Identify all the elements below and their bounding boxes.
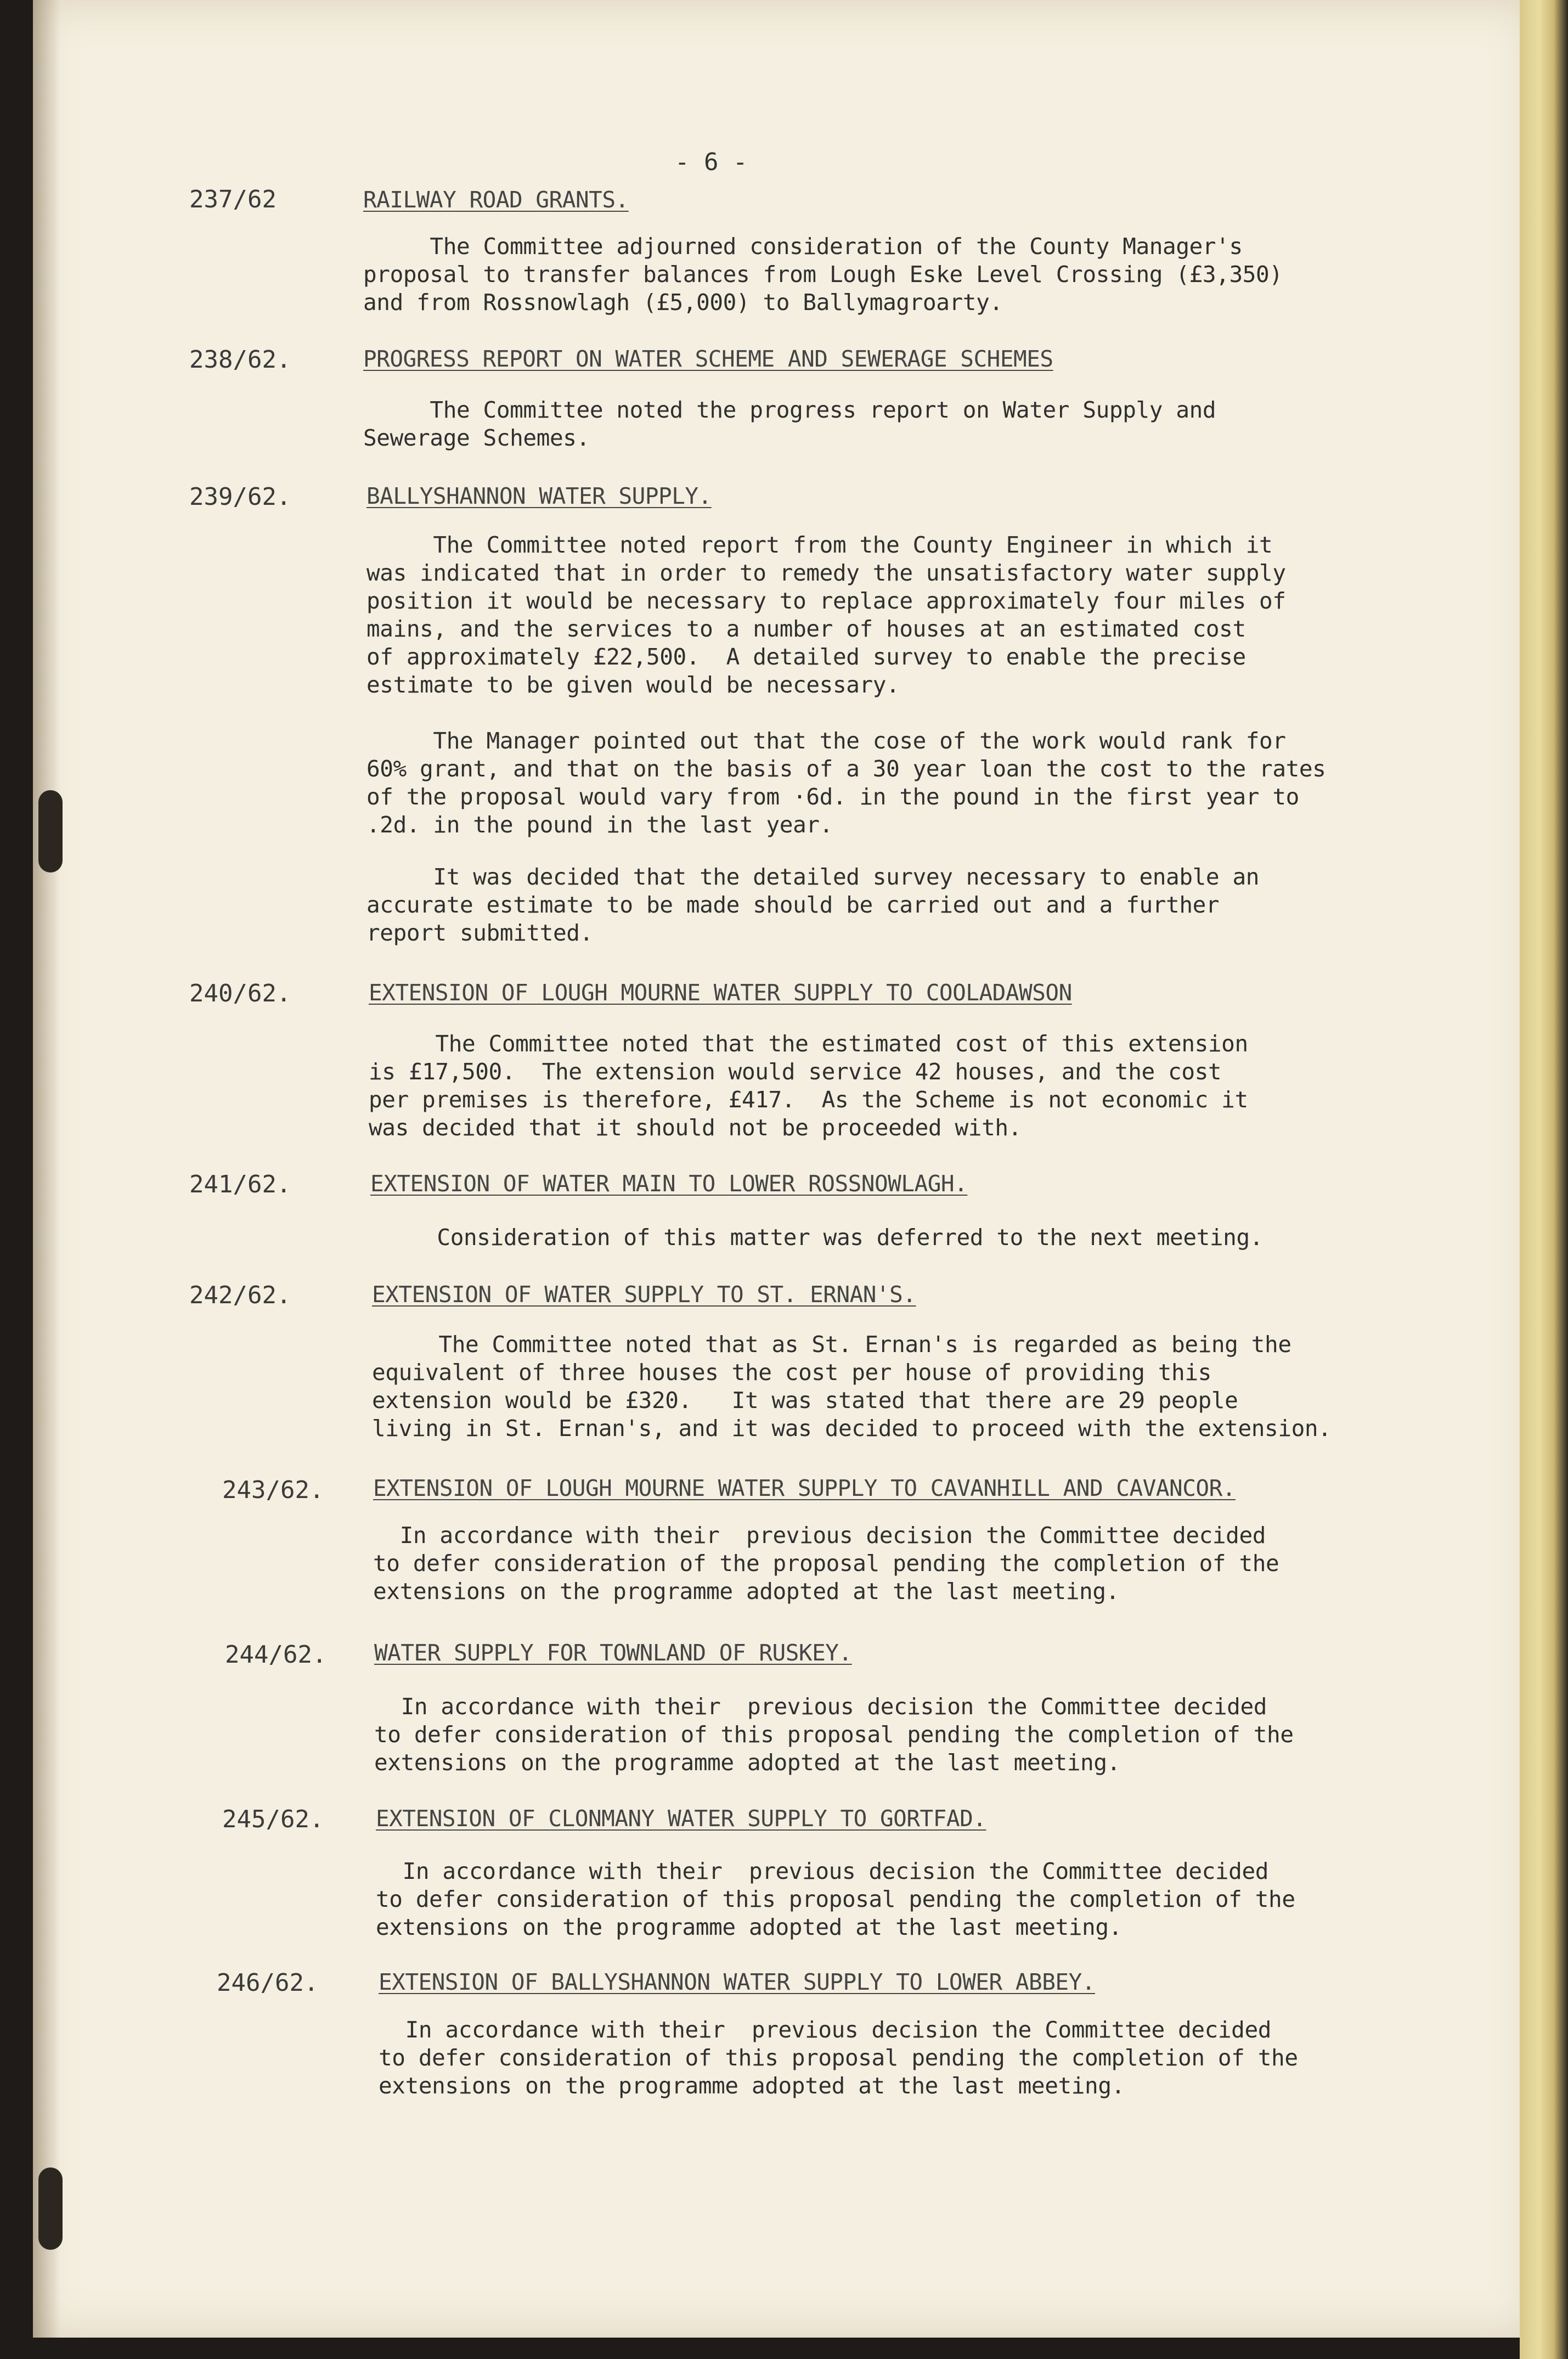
minute-paragraph: In accordance with their previous decision the Committee decided to defer consideration of this proposal pending the completion of the extensions on the programme adopted at the last meeting. [379,2017,1298,2099]
minute-heading: EXTENSION OF WATER SUPPLY TO ST. ERNAN'S. [372,1281,916,1308]
minute-heading: RAILWAY ROAD GRANTS. [363,187,629,213]
minute-paragraph: In accordance with their previous decision the Committee decided to defer consideration of this proposal pending the completion of the extensions on the programme adopted at the last meeting. [374,1693,1294,1776]
minute-paragraph: In accordance with their previous decision the Committee decided to defer consideration of the proposal pending the completion of the extensions on the programme adopted at the last meeting. [373,1522,1279,1604]
minute-paragraph: The Manager pointed out that the cose of the work would rank for 60% grant, and that on the basis of a 30 year loan the cost to the rates of the proposal would vary from ·6d. in the pound in the first year to .2d. in the pound in the last year. [366,728,1326,838]
minute-number: 237/62 [189,185,277,213]
minute-number: 242/62. [189,1281,291,1309]
page-edge [1520,0,1568,2359]
minute-number: 241/62. [189,1170,291,1198]
minute-paragraph: The Committee noted report from the County Engineer in which it was indicated that in order to remedy the unsatisfactory water supply position it would be necessary to replace approximately four miles of mains, and the services to a number of houses at an estimated cost of approximately £22,500. A detailed survey to enable the precise estimate to be given would be necessary. [366,532,1286,698]
minute-heading: EXTENSION OF LOUGH MOURNE WATER SUPPLY TO CAVANHILL AND CAVANCOR. [373,1475,1236,1501]
page-number: - 6 - [675,148,748,176]
minute-number: 238/62. [189,346,291,374]
minute-paragraph: In accordance with their previous decision the Committee decided to defer consideration of this proposal pending the completion of the extensions on the programme adopted at the last meeting. [376,1858,1295,1940]
minute-paragraph: The Committee adjourned consideration of the County Manager's proposal to transfer balances from Lough Eske Level Crossing (£3,350) and from Rossnowlagh (£5,000) to Ballymagroarty. [363,233,1283,316]
minute-paragraph: It was decided that the detailed survey necessary to enable an accurate estimate to be made should be carried out and a further report submitted. [366,864,1260,946]
minute-heading: PROGRESS REPORT ON WATER SCHEME AND SEWERAGE SCHEMES [363,346,1053,372]
minute-heading: BALLYSHANNON WATER SUPPLY. [366,483,712,509]
minute-number: 246/62. [217,1969,319,1997]
minute-number: 244/62. [225,1641,327,1669]
punch-hole [38,2167,63,2250]
minute-number: 245/62. [222,1805,324,1833]
minute-number: 239/62. [189,483,291,511]
minute-number: 240/62. [189,979,291,1007]
binding-shadow [33,0,60,2338]
minute-heading: EXTENSION OF BALLYSHANNON WATER SUPPLY TO LOWER ABBEY. [379,1969,1095,1995]
punch-hole [38,790,63,872]
minute-paragraph: Consideration of this matter was deferred to the next meeting. [370,1224,1264,1251]
minute-paragraph: The Committee noted that as St. Ernan's is regarded as being the equivalent of three houses the cost per house of providing this extension would be £320. It was stated that there are 29 people living in St. Ernan's, and it was decided to proceed with the extension. [372,1331,1332,1442]
minute-heading: EXTENSION OF WATER MAIN TO LOWER ROSSNOWLAGH. [370,1170,968,1197]
minute-paragraph: The Committee noted that the estimated cost of this extension is £17,500. The extension would service 42 houses, and the cost per premises is therefore, £417. As the Scheme is not economic it was decided that it should not be proceeded with. [369,1031,1248,1141]
minute-paragraph: The Committee noted the progress report on Water Supply and Sewerage Schemes. [363,397,1216,451]
minute-heading: EXTENSION OF LOUGH MOURNE WATER SUPPLY TO COOLADAWSON [369,979,1072,1006]
minute-heading: WATER SUPPLY FOR TOWNLAND OF RUSKEY. [374,1640,852,1666]
minute-number: 243/62. [222,1476,324,1504]
minute-heading: EXTENSION OF CLONMANY WATER SUPPLY TO GORTFAD. [376,1805,986,1832]
